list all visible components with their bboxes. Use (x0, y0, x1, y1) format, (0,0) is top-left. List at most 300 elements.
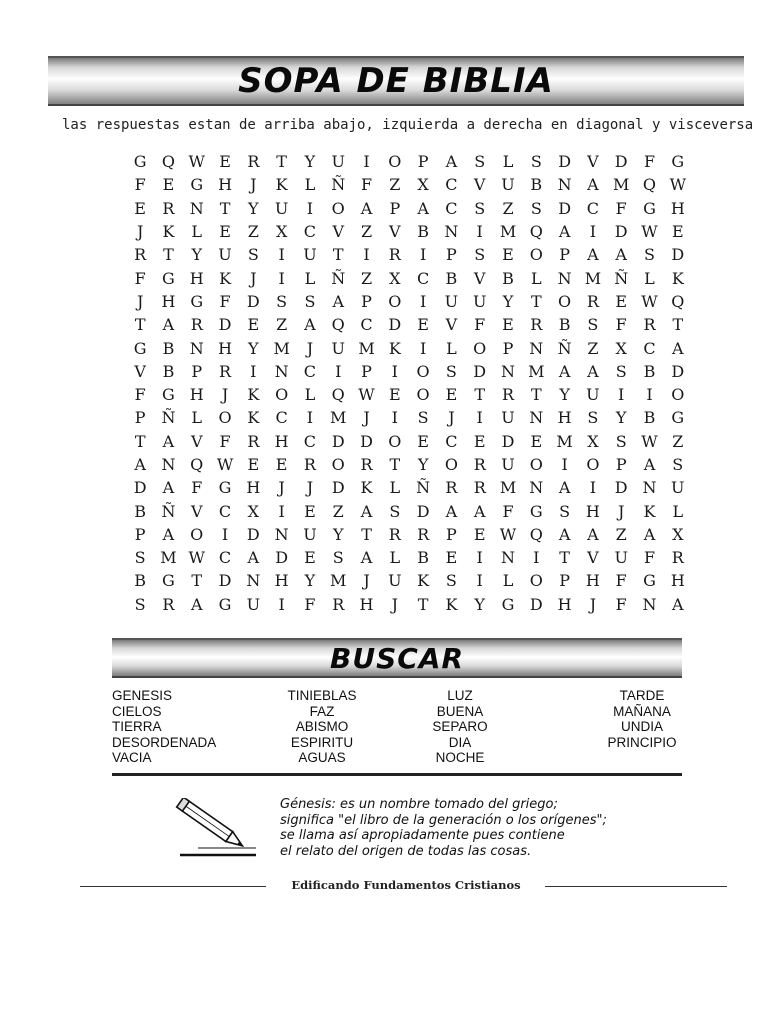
grid-letter: E (671, 222, 684, 242)
grid-letter: A (190, 594, 203, 614)
grid-letter: V (134, 361, 146, 381)
grid-letter: L (304, 175, 316, 195)
grid-letter: H (189, 385, 204, 405)
grid-letter: E (304, 501, 316, 521)
grid-letter: Q (671, 291, 685, 311)
grid-letter: K (360, 478, 373, 498)
grid-letter: E (615, 291, 628, 311)
word-item: CIELOS (112, 703, 162, 719)
grid-letter: I (618, 385, 625, 405)
grid-letter: I (306, 198, 314, 218)
grid-letter: T (530, 385, 542, 405)
grid-letter: F (191, 478, 203, 498)
grid-letter: X (615, 338, 627, 358)
grid-letter: D (473, 361, 487, 381)
grid-letter: S (615, 431, 627, 451)
grid-letter: S (474, 198, 486, 218)
grid-letter: T (191, 571, 203, 591)
grid-letter: H (218, 338, 233, 358)
grid-letter: O (529, 571, 543, 591)
word-item: FAZ (309, 703, 335, 719)
grid-letter: C (360, 315, 373, 335)
grid-letter: S (304, 291, 316, 311)
grid-letter: L (191, 222, 203, 242)
grid-letter: A (360, 198, 373, 218)
grid-letter: N (189, 338, 204, 358)
grid-letter: D (614, 222, 628, 242)
grid-letter: Ñ (161, 408, 176, 428)
grid-letter: B (502, 268, 514, 288)
grid-letter: Q (161, 152, 175, 172)
grid-letter: I (476, 548, 483, 568)
grid-letter: S (445, 361, 457, 381)
grid-letter: J (136, 291, 144, 311)
grid-letter: I (589, 222, 597, 242)
grid-letter: E (473, 524, 486, 544)
grid-letter: A (162, 431, 175, 451)
buscar-banner (112, 638, 682, 678)
grid-letter: H (246, 478, 261, 498)
grid-letter: T (219, 198, 231, 218)
word-item: DESORDENADA (112, 734, 217, 750)
grid-letter: N (246, 571, 261, 591)
grid-letter: C (218, 548, 232, 568)
grid-letter: W (188, 152, 205, 172)
grid-letter: A (615, 245, 627, 265)
grid-letter: D (360, 431, 373, 451)
grid-letter: J (250, 268, 257, 288)
grid-letter: O (275, 385, 289, 405)
grid-letter: C (303, 361, 317, 381)
grid-letter: V (445, 315, 458, 335)
grid-letter: F (134, 385, 146, 405)
word-item: ABISMO (295, 719, 349, 734)
grid-letter: V (473, 175, 486, 195)
grid-letter: D (614, 152, 628, 172)
grid-letter: L (389, 548, 401, 568)
grid-letter: T (134, 315, 146, 335)
grid-letter: K (643, 501, 656, 521)
grid-letter: V (190, 431, 203, 451)
grid-letter: N (274, 361, 289, 381)
grid-letter: U (303, 245, 317, 265)
grid-letter: U (274, 198, 289, 218)
word-item: NOCHE (435, 750, 485, 765)
footer-text: Edificando Fundamentos Cristianos (291, 878, 521, 892)
grid-letter: R (162, 198, 175, 218)
grid-letter: D (388, 315, 402, 335)
grid-letter: L (304, 385, 316, 405)
grid-letter: F (615, 315, 627, 335)
grid-letter: P (446, 524, 457, 544)
grid-letter: Z (360, 268, 373, 288)
grid-letter: J (363, 571, 370, 591)
grid-letter: D (558, 152, 572, 172)
grid-letter: E (304, 548, 316, 568)
grid-letter: A (558, 478, 571, 498)
grid-letter: Z (332, 501, 344, 521)
grid-letter: G (671, 152, 685, 172)
grid-letter: B (643, 408, 656, 428)
grid-letter: E (445, 385, 458, 405)
grid-letter: T (163, 245, 174, 265)
grid-letter: M (613, 175, 630, 195)
grid-letter: J (306, 478, 314, 498)
grid-letter: R (388, 245, 401, 265)
grid-letter: A (558, 361, 571, 381)
grid-letter: I (419, 245, 427, 265)
grid-letter: U (671, 478, 685, 498)
grid-letter: E (530, 431, 543, 451)
word-item: TINIEBLAS (287, 688, 357, 703)
grid-letter: M (273, 338, 290, 358)
grid-letter: A (162, 478, 175, 498)
grid-letter: N (529, 408, 544, 428)
grid-letter: P (502, 338, 514, 358)
grid-letter: I (561, 455, 568, 474)
grid-letter: R (134, 245, 147, 265)
grid-letter: Ñ (557, 338, 572, 358)
grid-letter: N (529, 478, 544, 498)
grid-letter: P (446, 245, 457, 265)
grid-letter: R (501, 385, 515, 405)
grid-letter: N (501, 548, 515, 568)
grid-letter: W (188, 548, 205, 568)
grid-letter: G (162, 385, 175, 405)
grid-letter: L (502, 571, 514, 591)
grid-letter: H (670, 571, 685, 591)
note-line: Génesis: es un nombre tomado del griego; (280, 797, 558, 812)
word-column-4 (596, 688, 688, 750)
grid-letter: E (275, 455, 288, 474)
grid-letter: D (671, 361, 685, 381)
grid-letter: S (276, 291, 288, 311)
grid-letter: L (446, 338, 457, 358)
grid-letter: R (473, 478, 486, 498)
title-banner (48, 56, 744, 106)
grid-letter: D (331, 478, 345, 498)
grid-letter: O (190, 524, 204, 544)
grid-letter: U (388, 571, 402, 591)
grid-letter: D (246, 524, 260, 544)
grid-letter: R (417, 524, 430, 544)
grid-letter: S (587, 315, 599, 335)
grid-letter: D (614, 478, 628, 498)
grid-letter: S (445, 571, 457, 591)
grid-letter: W (499, 524, 517, 544)
grid-letter: I (533, 548, 540, 568)
grid-letter: G (133, 338, 147, 358)
grid-letter: Q (190, 455, 204, 474)
grid-letter: U (218, 245, 232, 265)
word-item: LUZ (447, 688, 473, 703)
grid-letter: F (360, 175, 373, 195)
grid-letter: R (247, 431, 260, 451)
grid-letter: L (672, 501, 684, 521)
section-divider (112, 773, 682, 776)
grid-letter: I (646, 385, 653, 405)
grid-letter: G (162, 268, 175, 288)
grid-letter: O (444, 455, 458, 474)
grid-letter: A (360, 501, 373, 521)
grid-letter: P (559, 571, 570, 591)
grid-letter: S (474, 245, 486, 265)
grid-letter: N (444, 222, 459, 242)
grid-letter: A (587, 175, 599, 195)
grid-letter: I (335, 361, 342, 381)
grid-letter: N (274, 524, 289, 544)
grid-letter: A (332, 291, 344, 311)
grid-letter: D (331, 431, 345, 451)
grid-letter: I (419, 338, 427, 358)
grid-letter: M (499, 478, 517, 498)
grid-letter: I (278, 594, 285, 614)
grid-letter: S (474, 152, 486, 172)
grid-letter: G (162, 571, 175, 591)
grid-letter: M (499, 222, 517, 242)
grid-letter: R (190, 315, 203, 335)
grid-letter: J (589, 594, 597, 614)
grid-letter: G (133, 152, 147, 172)
grid-letter: C (218, 501, 232, 521)
grid-letter: I (278, 501, 285, 521)
grid-letter: E (445, 548, 458, 568)
grid-letter: M (330, 408, 347, 428)
grid-letter: Y (332, 524, 344, 544)
grid-letter: B (558, 315, 571, 335)
grid-letter: L (644, 268, 655, 288)
grid-letter: H (274, 571, 289, 591)
grid-letter: W (641, 222, 658, 242)
grid-letter: O (388, 431, 402, 451)
grid-letter: O (671, 385, 685, 405)
grid-letter: K (247, 385, 260, 405)
grid-letter: O (558, 291, 572, 311)
grid-letter: L (304, 268, 316, 288)
grid-letter: P (191, 361, 203, 381)
grid-letter: E (502, 315, 514, 335)
grid-letter: A (360, 548, 373, 568)
grid-letter: A (162, 524, 175, 544)
grid-letter: L (389, 478, 401, 498)
grid-letter: R (473, 455, 486, 474)
grid-letter: R (388, 524, 401, 544)
grid-letter: E (502, 245, 514, 265)
grid-letter: U (303, 524, 317, 544)
grid-letter: P (134, 524, 146, 544)
grid-letter: A (587, 361, 599, 381)
grid-letter: N (557, 268, 572, 288)
grid-letter: T (672, 315, 684, 335)
grid-letter: U (331, 152, 345, 172)
word-item: AGUAS (298, 750, 346, 765)
grid-letter: J (448, 408, 455, 428)
grid-letter: M (160, 548, 177, 568)
word-item: VACIA (112, 750, 152, 765)
grid-letter: D (218, 315, 232, 335)
grid-letter: Ñ (161, 501, 176, 521)
grid-letter: J (136, 222, 144, 242)
grid-letter: C (303, 431, 317, 451)
grid-letter: U (331, 338, 345, 358)
grid-letter: F (474, 315, 486, 335)
grid-letter: H (161, 291, 176, 311)
grid-letter: H (585, 571, 600, 591)
grid-letter: J (221, 385, 229, 405)
grid-letter: W (669, 175, 687, 195)
grid-letter: L (502, 152, 514, 172)
grid-letter: I (221, 524, 229, 544)
grid-letter: D (558, 198, 572, 218)
grid-letter: K (247, 408, 260, 428)
pencil-icon (172, 798, 262, 862)
grid-letter: R (671, 548, 684, 568)
grid-letter: I (306, 408, 314, 428)
grid-letter: Y (248, 198, 259, 218)
grid-letter: O (529, 245, 543, 265)
grid-letter: C (586, 198, 600, 218)
grid-letter: X (389, 268, 401, 288)
grid-letter: G (218, 478, 232, 498)
grid-letter: A (643, 455, 656, 474)
grid-letter: M (528, 361, 545, 381)
grid-letter: H (585, 501, 600, 521)
grid-letter: O (416, 361, 430, 381)
grid-letter: J (306, 338, 314, 358)
word-item: UNDIA (620, 719, 663, 734)
grid-letter: I (391, 408, 398, 428)
word-item: DIA (448, 734, 472, 750)
grid-letter: A (473, 501, 486, 521)
grid-letter: T (276, 152, 287, 172)
grid-letter: E (219, 222, 231, 242)
word-item: GENESIS (112, 688, 173, 703)
grid-letter: G (501, 594, 515, 614)
grid-letter: K (445, 594, 458, 614)
grid-letter: E (247, 455, 260, 474)
grid-letter: M (556, 431, 573, 451)
grid-letter: Q (642, 175, 657, 195)
grid-letter: O (331, 455, 345, 474)
grid-letter: S (134, 594, 146, 614)
grid-letter: S (332, 548, 344, 568)
word-item: BUENA (436, 703, 484, 719)
grid-letter: H (274, 431, 289, 451)
grid-letter: A (587, 524, 599, 544)
grid-letter: G (529, 501, 543, 521)
grid-letter: Q (529, 524, 543, 544)
grid-letter: H (218, 175, 233, 195)
letter-grid (126, 150, 696, 616)
grid-letter: P (361, 361, 372, 381)
grid-letter: S (587, 408, 599, 428)
word-item: MAÑANA (613, 703, 671, 719)
grid-letter: S (389, 501, 401, 521)
grid-letter: N (557, 175, 572, 195)
grid-letter: K (162, 222, 175, 242)
grid-letter: R (219, 361, 232, 381)
grid-letter: P (615, 455, 627, 474)
grid-letter: X (247, 501, 260, 521)
grid-letter: A (587, 245, 599, 265)
page-title: SOPA DE BIBLIA (238, 61, 554, 101)
grid-letter: K (671, 268, 684, 288)
grid-letter: T (417, 594, 429, 614)
grid-letter: R (162, 594, 175, 614)
grid-letter: W (641, 431, 658, 451)
grid-letter: J (278, 478, 285, 498)
grid-letter: S (530, 198, 542, 218)
grid-letter: E (134, 198, 146, 218)
grid-letter: V (587, 548, 599, 568)
grid-letter: F (219, 291, 231, 311)
grid-letter: Q (529, 222, 543, 242)
word-column-2 (272, 688, 372, 766)
grid-letter: N (189, 198, 204, 218)
grid-letter: D (218, 571, 232, 591)
grid-letter: B (417, 222, 429, 242)
grid-letter: Z (276, 315, 288, 335)
grid-letter: Y (417, 455, 429, 474)
grid-letter: M (330, 571, 347, 591)
grid-letter: S (559, 501, 571, 521)
grid-letter: W (641, 291, 658, 311)
grid-letter: O (388, 291, 402, 311)
grid-letter: N (529, 338, 544, 358)
grid-letter: F (643, 548, 656, 568)
grid-letter: B (162, 361, 175, 381)
grid-letter: I (391, 361, 398, 381)
grid-letter: R (586, 291, 599, 311)
grid-letter: C (303, 222, 317, 242)
grid-letter: Z (360, 222, 373, 242)
grid-letter: I (363, 152, 370, 172)
grid-letter: A (558, 222, 571, 242)
grid-letter: T (389, 455, 401, 474)
grid-letter: O (586, 455, 600, 474)
note-line: el relato del origen de todas las cosas. (280, 843, 532, 859)
grid-letter: P (361, 291, 372, 311)
grid-letter: B (134, 501, 147, 521)
grid-letter: C (445, 431, 458, 451)
grid-letter: Z (587, 338, 599, 358)
grid-letter: G (643, 198, 656, 218)
grid-letter: K (275, 175, 288, 195)
grid-letter: C (445, 198, 458, 218)
grid-letter: S (530, 152, 542, 172)
grid-letter: I (476, 408, 483, 428)
grid-letter: S (417, 408, 429, 428)
grid-letter: T (134, 431, 146, 451)
grid-letter: C (416, 268, 430, 288)
grid-letter: G (218, 594, 232, 614)
grid-letter: R (303, 455, 316, 474)
grid-letter: B (445, 268, 458, 288)
grid-letter: F (134, 268, 146, 288)
word-item: TIERRA (112, 719, 162, 734)
grid-letter: Ñ (331, 175, 346, 195)
note-line: se llama así apropiadamente pues contiene (280, 828, 565, 843)
grid-letter: E (162, 175, 175, 195)
grid-letter: Z (502, 198, 514, 218)
grid-letter: E (247, 315, 260, 335)
grid-letter: T (474, 385, 486, 405)
word-item: ESPIRITU (290, 734, 354, 750)
grid-letter: F (615, 571, 627, 591)
grid-letter: K (219, 268, 232, 288)
grid-letter: Y (304, 152, 316, 172)
grid-letter: F (304, 594, 316, 614)
